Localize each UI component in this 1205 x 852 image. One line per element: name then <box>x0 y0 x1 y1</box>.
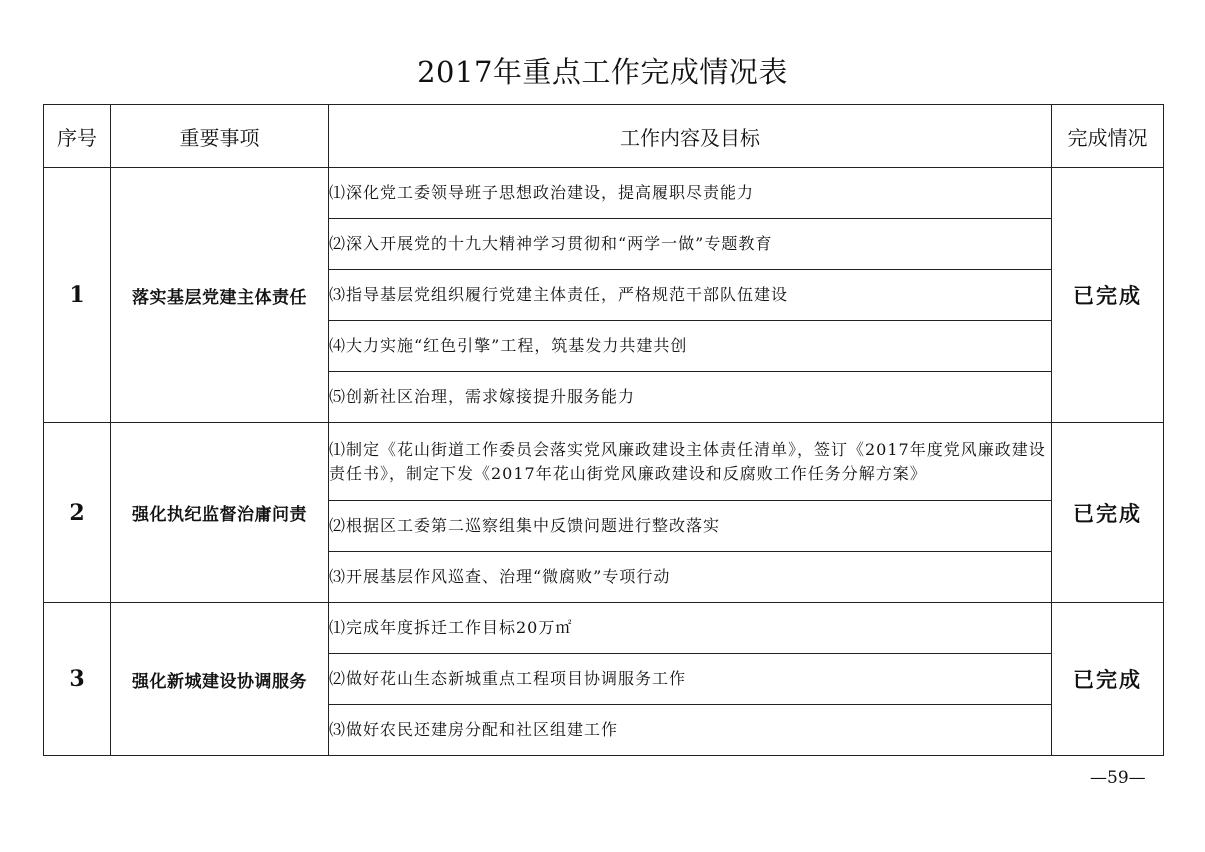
work-content: ⑶开展基层作风巡查、治理“微腐败”专项行动 <box>329 552 1052 603</box>
table-header-row <box>44 105 1164 168</box>
work-content: ⑷大力实施“红色引擎”工程，筑基发力共建共创 <box>329 321 1052 372</box>
work-content: ⑴制定《花山街道工作委员会落实党风廉政建设主体责任清单》，签订《2017年度党风廉政建设责任书》，制定下发《2017年花山街党风廉政建设和反腐败工作任务分解方案》 <box>329 423 1052 501</box>
key-item: 强化执纪监督治庸问责 <box>111 423 329 603</box>
table-row <box>44 168 1164 219</box>
work-content: ⑴深化党工委领导班子思想政治建设，提高履职尽责能力 <box>329 168 1052 219</box>
row-number: 3 <box>44 603 111 756</box>
key-item: 落实基层党建主体责任 <box>111 168 329 423</box>
key-item: 强化新城建设协调服务 <box>111 603 329 756</box>
work-table <box>43 104 1164 756</box>
work-content: ⑵深入开展党的十九大精神学习贯彻和“两学一做”专题教育 <box>329 219 1052 270</box>
header-item: 重要事项 <box>111 105 329 168</box>
work-content: ⑶指导基层党组织履行党建主体责任，严格规范干部队伍建设 <box>329 270 1052 321</box>
table-row <box>44 603 1164 654</box>
status-cell: 已完成 <box>1052 168 1164 423</box>
header-seq: 序号 <box>44 105 111 168</box>
work-content: ⑵根据区工委第二巡察组集中反馈问题进行整改落实 <box>329 501 1052 552</box>
header-content: 工作内容及目标 <box>329 105 1052 168</box>
work-content: ⑴完成年度拆迁工作目标20万㎡ <box>329 603 1052 654</box>
page-number: —59— <box>1090 768 1146 788</box>
row-number: 1 <box>44 168 111 423</box>
table-row <box>44 423 1164 501</box>
page-title: 2017年重点工作完成情况表 <box>417 55 788 89</box>
work-content: ⑶做好农民还建房分配和社区组建工作 <box>329 705 1052 756</box>
status-cell: 已完成 <box>1052 603 1164 756</box>
work-content: ⑵做好花山生态新城重点工程项目协调服务工作 <box>329 654 1052 705</box>
header-status: 完成情况 <box>1052 105 1164 168</box>
work-content: ⑸创新社区治理，需求嫁接提升服务能力 <box>329 372 1052 423</box>
status-cell: 已完成 <box>1052 423 1164 603</box>
row-number: 2 <box>44 423 111 603</box>
